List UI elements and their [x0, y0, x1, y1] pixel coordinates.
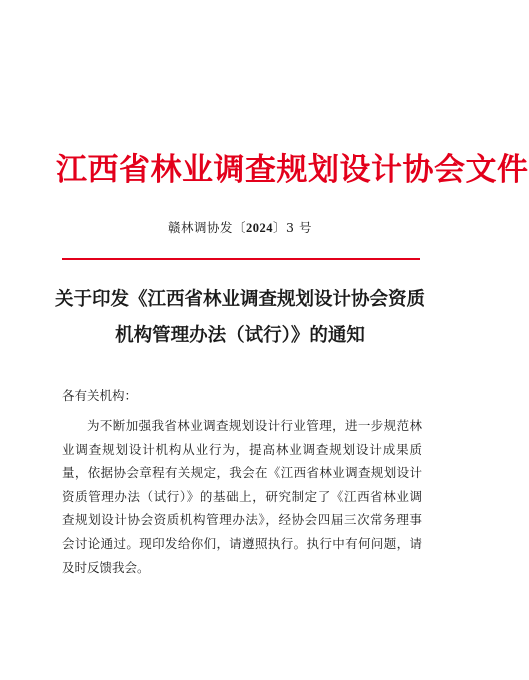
notice-title-line-1: 关于印发《江西省林业调查规划设计协会资质	[54, 289, 425, 310]
salutation: 各有关机构：	[62, 388, 138, 403]
red-header-org-title: 江西省林业调查规划设计协会文件	[56, 152, 529, 188]
body-line: 业调查规划设计机构从业行为，提高林业调查规划设计成果质	[62, 441, 422, 457]
document-number	[0, 220, 480, 236]
body-paragraph	[62, 414, 422, 579]
notice-title-line-2: 机构管理办法（试行）》的通知	[115, 325, 365, 346]
body-line: 及时反馈我会。	[62, 559, 150, 575]
doc-number-prefix: 赣林调协发〔	[168, 220, 247, 235]
body-line: 资质管理办法（试行）》的基础上，研究制定了《江西省林业调	[62, 488, 422, 504]
body-line: 会讨论通过。现印发给你们，请遵照执行。执行中有何问题，请	[62, 535, 422, 551]
body-line: 量，依据协会章程有关规定，我会在《江西省林业调查规划设计	[62, 465, 422, 481]
body-line: 查规划设计协会资质机构管理办法》，经协会四届三次常务理事	[62, 512, 422, 528]
doc-number-suffix: 〕3 号	[273, 220, 312, 235]
red-separator-line	[62, 258, 420, 260]
body-line: 为不断加强我省林业调查规划设计行业管理，进一步规范林	[87, 418, 422, 433]
doc-number-year: 2024	[246, 221, 274, 235]
